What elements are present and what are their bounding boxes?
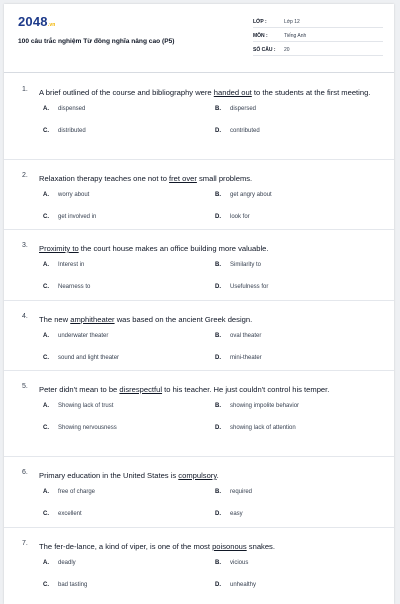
- question-item: [4, 371, 394, 457]
- option-d[interactable]: D. contributed: [215, 128, 260, 134]
- option-b[interactable]: B. Similarity to: [215, 262, 262, 268]
- option-a[interactable]: A. free of charge: [43, 489, 96, 495]
- header-divider: [4, 72, 394, 73]
- option-d[interactable]: D. mini-theater: [215, 355, 262, 361]
- question-item: [4, 457, 394, 528]
- option-c[interactable]: C. Nearness to: [43, 284, 91, 290]
- meta-value-lop: Lớp 12: [284, 19, 300, 25]
- question-list: [4, 74, 394, 594]
- option-b[interactable]: B. oval theater: [215, 333, 262, 339]
- option-c[interactable]: C. excellent: [43, 511, 82, 517]
- underlined-term: Proximity to: [39, 244, 79, 253]
- question-text: A brief outlined of the course and bibliography were handed out to the students at the first meeting.: [39, 88, 371, 97]
- option-a[interactable]: A. underwater theater: [43, 333, 109, 339]
- worksheet-header: [4, 4, 394, 62]
- meta-label-mon: MÔN :: [253, 33, 268, 39]
- meta-row-socau: [253, 43, 383, 56]
- question-text: Proximity to the court house makes an office building more valuable.: [39, 244, 269, 253]
- underlined-term: handed out: [213, 88, 252, 97]
- question-number: 2.: [22, 172, 28, 179]
- underlined-term: poisonous: [212, 542, 247, 551]
- option-b[interactable]: B. required: [215, 489, 253, 495]
- question-text: Relaxation therapy teaches one not to fret over small problems.: [39, 174, 253, 183]
- question-text: The fer-de-lance, a kind of viper, is one of the most poisonous snakes.: [39, 542, 275, 551]
- option-b[interactable]: B. dispersed: [215, 106, 257, 112]
- option-c[interactable]: C. sound and light theater: [43, 355, 120, 361]
- option-d[interactable]: D. unhealthy: [215, 582, 257, 588]
- question-text: Peter didn't mean to be disrespectful to his teacher. He just couldn't control his temper.: [39, 385, 330, 394]
- underlined-term: amphitheater: [70, 315, 115, 324]
- underlined-term: fret over: [169, 174, 197, 183]
- question-number: 3.: [22, 242, 28, 249]
- question-item: [4, 528, 394, 594]
- question-number: 1.: [22, 86, 28, 93]
- logo-suffix: .vn: [47, 22, 56, 28]
- question-number: 4.: [22, 313, 28, 320]
- question-item: [4, 230, 394, 301]
- question-item: [4, 160, 394, 230]
- question-number: 6.: [22, 469, 28, 476]
- underlined-term: compulsory: [178, 471, 217, 480]
- option-b[interactable]: B. get angry about: [215, 192, 272, 198]
- meta-row-lop: [253, 15, 383, 28]
- option-b[interactable]: B. vicious: [215, 560, 249, 566]
- underlined-term: disrespectful: [119, 385, 163, 394]
- option-d[interactable]: D. look for: [215, 214, 250, 220]
- meta-value-mon: Tiếng Anh: [284, 33, 307, 39]
- option-c[interactable]: C. distributed: [43, 128, 86, 134]
- question-text: Primary education in the United States is compulsory.: [39, 471, 219, 480]
- question-item: [4, 301, 394, 371]
- question-number: 5.: [22, 383, 28, 390]
- question-text: The new amphitheater was based on the ancient Greek design.: [39, 315, 253, 324]
- meta-value-socau: 20: [284, 47, 290, 53]
- meta-info: [253, 15, 383, 57]
- option-b[interactable]: B. showing impolite behavior: [215, 403, 300, 409]
- worksheet-page: [4, 4, 394, 604]
- option-d[interactable]: D. showing lack of attention: [215, 425, 296, 431]
- document-title: 100 câu trắc nghiệm Từ đồng nghĩa nâng cao (P5): [18, 38, 175, 45]
- logo-text: 2048: [18, 14, 48, 29]
- option-d[interactable]: D. easy: [215, 511, 243, 517]
- question-number: 7.: [22, 540, 28, 547]
- meta-row-mon: [253, 29, 383, 42]
- meta-label-lop: LỚP :: [253, 19, 267, 25]
- option-a[interactable]: A. Showing lack of trust: [43, 403, 114, 409]
- option-a[interactable]: A. dispensed: [43, 106, 86, 112]
- question-item: [4, 74, 394, 160]
- option-a[interactable]: A. worry about: [43, 192, 90, 198]
- option-d[interactable]: D. Usefulness for: [215, 284, 269, 290]
- option-c[interactable]: C. bad tasting: [43, 582, 88, 588]
- option-a[interactable]: A. deadly: [43, 560, 76, 566]
- option-c[interactable]: C. get involved in: [43, 214, 97, 220]
- option-a[interactable]: A. Interest in: [43, 262, 85, 268]
- meta-label-socau: SỐ CÂU :: [253, 47, 276, 53]
- option-c[interactable]: C. Showing nervousness: [43, 425, 117, 431]
